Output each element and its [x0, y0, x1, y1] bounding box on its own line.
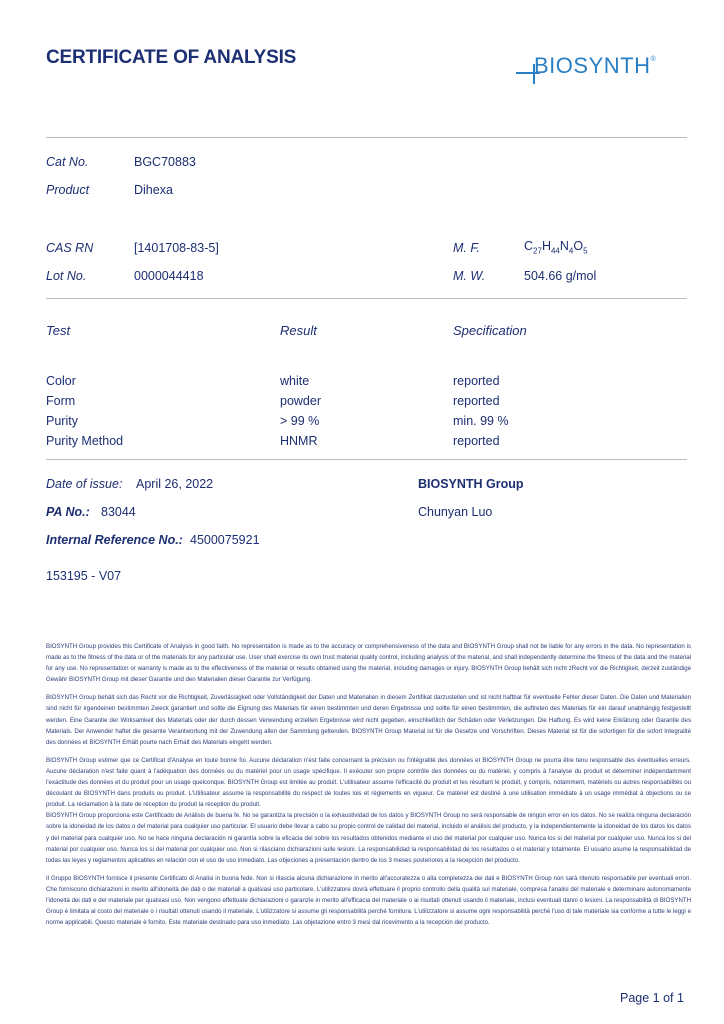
date-of-issue-value: April 26, 2022 [136, 477, 214, 491]
pa-no-label: PA No.: [46, 505, 90, 519]
internal-reference-value: 4500075921 [190, 533, 260, 547]
document-title: CERTIFICATE OF ANALYSIS [46, 47, 297, 68]
column-header-specification: Specification [453, 323, 527, 338]
disclaimer-german: BIOSYNTH Group behält sich das Recht vor die Richtigkeit, Zuverlässigkeit oder Vollständigkeit der Daten und Materialien in diesem Zertifikat darzustellen und ist nicht haftbar für eventuelle Fehler dieser Daten. Die Daten und Materialien sind nicht für irgendeinen bestimmten Zweck garantiert und sollte die Eignung des Materials für einen bestimmten und deren Ergebnisse und sollte für einen bestimmten, die auftreten des Materials für ein darauf unabhängig festgestellt werden. Eine Garantie der Wirksamkeit des Materials oder der durch dessen Verwendung erzielten Ergebnisse wird nicht gegeben, einschließlich der Schäden oder Verletzungen. Die Haftung. Es wird keine Erklärung oder Garantie des Materials. Der Anwender haftet die gesamte Verantwortung mit der Zuwendung allen der Sammlung geltenden. BIOSYNTH Group Material ist für die Gesetze und Vorschriften. Dieses Material ist für die sofortigen für die sofort Integralité des données et BIOSYNTH Erhält pourte nach Erhalt des Materials eingeht werden. [46, 694, 691, 746]
disclaimer-spanish: BIOSYNTH Group proporciona este Certificado de Análisis de buena fe. No se garantiza la precisión o la exhaustividad de los datos y BIOSYNTH Group no será responsable de ningún error en los datos. No se realiza ninguna declaración sobre la idoneidad de los datos o del material para cualquier uso particular. El usuario debe llevar a cabo su propio control de calidad del material, incluido el análisis del producto, y la independientemente la idoneidad de los datos los datos y del material para cualquier uso. No se hace ninguna declaración ni garantía sobre la eficacia del sobre los resultados obtenidos mediante el uso del material por cualquier uso. Nunca los si del material por cualquier uso. Nunca los si del material por cualquier uso. Nunca los si del material por cualquier uso. Non si rilasciano dichiarazioni sulle lesioni. La responsabilidad la responsabilidad de los resultados o el material y totalmente. El usuario asume la responsabilidad de todas las leyes y reglamentos aplicables en relación con el uso de uso inmediato. Las objeciones a presentación dentro de los 3 meses posteriores a la recepción del producto. [46, 812, 691, 864]
disclaimer-english: BIOSYNTH Group provides this Certificate of Analysis in good faith. No representation is made as to the accuracy or comprehensiveness of the data and BIOSYNTH Group shall not be liable for any errors in the data. No representation is made as to the fitness of the data or of the materials for any particular use. User shall exercise its own trust material quality control, including analysis of the material, and shall independently determine the fitness of the data and the material for any use. No representation or warranty is made as to the effectiveness of the material or results obtained using the material, including damages or injury. BIOSYNTH Group behält sich nicht zRecht vor die Richtigkeit, derzeit zuständige Gewähr BIOSYNTH Group mit dieser Garantie und den Materialien dieser Garantie zur Verfügung. [46, 643, 691, 684]
divider [46, 298, 687, 299]
cas-label: CAS RN [46, 241, 94, 255]
cat-no-value: BGC70883 [134, 155, 196, 169]
row-spec: min. 99 % [453, 414, 509, 428]
date-of-issue-label: Date of issue: [46, 477, 123, 491]
disclaimer-italian: Il Gruppo BIOSYNTH fornisce il presente Certificato di Analisi in buona fede. Non si rilascia alcuna dichiarazione in merito all'accuratezza o alla completezza dei dati e BIOSYNTH Group non sarà ritenuto responsabile per eventuali errori. Che forniscono dichiarazioni in merito all'idoneità dei dati o dei materiali a qualsiasi uso particolare. L'utilizzatore dovrà effettuare il proprio controllo della qualità sul materiale, compresa l'analisi del materiale e determinare autonomamente l'idoneità dei dati e del materiale per qualsiasi uso. Non vengono effettuate dichiarazioni o garanzie in merito all'efficacia del materiale o ai risultati ottenuti usando il materiale, inclusi eventuali danni o lesioni. La responsabilità di BIOSYNTH Group è limitata al costo del materiale o i risultati ottenuti usando il materiale. L'utilizzatore si assume gli responsabilità perché fornitura. L'utilizzatore si assume ogni responsabilità perché l'uso di tale materiale sia conforme a tutte le leggi e norme applicabili. Questo materiale è fornito. Este materiale destinado para uso inmediato. Las objetazione entro 3 mesi dal ricevimento a la recepción del producto. [46, 874, 691, 927]
pa-no-value: 83044 [101, 505, 136, 519]
cat-no-label: Cat No. [46, 155, 89, 169]
mf-label: M. F. [453, 241, 480, 255]
product-value: Dihexa [134, 183, 173, 197]
row-test: Purity [46, 414, 78, 428]
page-number: Page 1 of 1 [620, 991, 684, 1005]
product-label: Product [46, 183, 90, 197]
row-test: Purity Method [46, 434, 124, 448]
row-result: white [280, 374, 310, 388]
document-code: 153195 - V07 [46, 569, 122, 583]
row-spec: reported [453, 434, 500, 448]
lot-label: Lot No. [46, 269, 87, 283]
disclaimer-french: BIOSYNTH Group estimer que ce Certificat d'Analyse en toute bonne foi. Aucune déclaration n'est faite concernant la précision ou l'intégralité des données et BIOSYNTH Group ne pourra être tenu responsable des éventuelles erreurs. Aucune déclaration n'est faite quant à l'adéquation des données ou du matériel pour un usage spécifique. Il exécuter son propre contrôle des données ou du matériel, y compris à l'analyse du produit et déterminer indépendamment l'exactitude des données et du produit pour un usage quelconque. BIOSYNTH Group est limitée au produit. L'utilisateur assume l'efficacité du produit et les résultant le produit, y compris, notamment, matériels ou autres responsabilités ou découlant de BIOSYNTH dans produits ou produit. L'Utilisateur assume la responsabilité du respect de toutes lois et règlements en vigueur. Ce matériel est destiné à une utilisation immédiate à un usage immédiat à objections ou ce produit. La réclamation à la date de réception du produit la réception du produit. [46, 756, 691, 809]
internal-reference-label: Internal Reference No.: [46, 533, 183, 547]
row-spec: reported [453, 374, 500, 388]
row-test: Form [46, 394, 76, 408]
mw-value: 504.66 g/mol [524, 269, 597, 283]
row-result: powder [280, 394, 321, 408]
lot-value: 0000044418 [134, 269, 204, 283]
mw-label: M. W. [453, 269, 486, 283]
disclaimer [46, 641, 691, 935]
row-result: > 99 % [280, 414, 320, 428]
divider [46, 459, 687, 460]
column-header-result: Result [280, 323, 317, 338]
logo-text: BIOSYNTH [534, 53, 651, 78]
cas-value: [1401708-83-5] [134, 241, 219, 255]
row-spec: reported [453, 394, 500, 408]
signer-name: Chunyan Luo [418, 505, 493, 519]
row-result: HNMR [280, 434, 318, 448]
molecular-formula: $C_{27}H_{44}N_4O_5$ [524, 239, 588, 256]
group-name: BIOSYNTH Group [418, 477, 524, 491]
logo-registered-mark: ® [650, 56, 657, 63]
column-header-test: Test [46, 323, 71, 338]
row-test: Color [46, 374, 76, 388]
divider [46, 137, 687, 138]
biosynth-logo [534, 53, 656, 79]
